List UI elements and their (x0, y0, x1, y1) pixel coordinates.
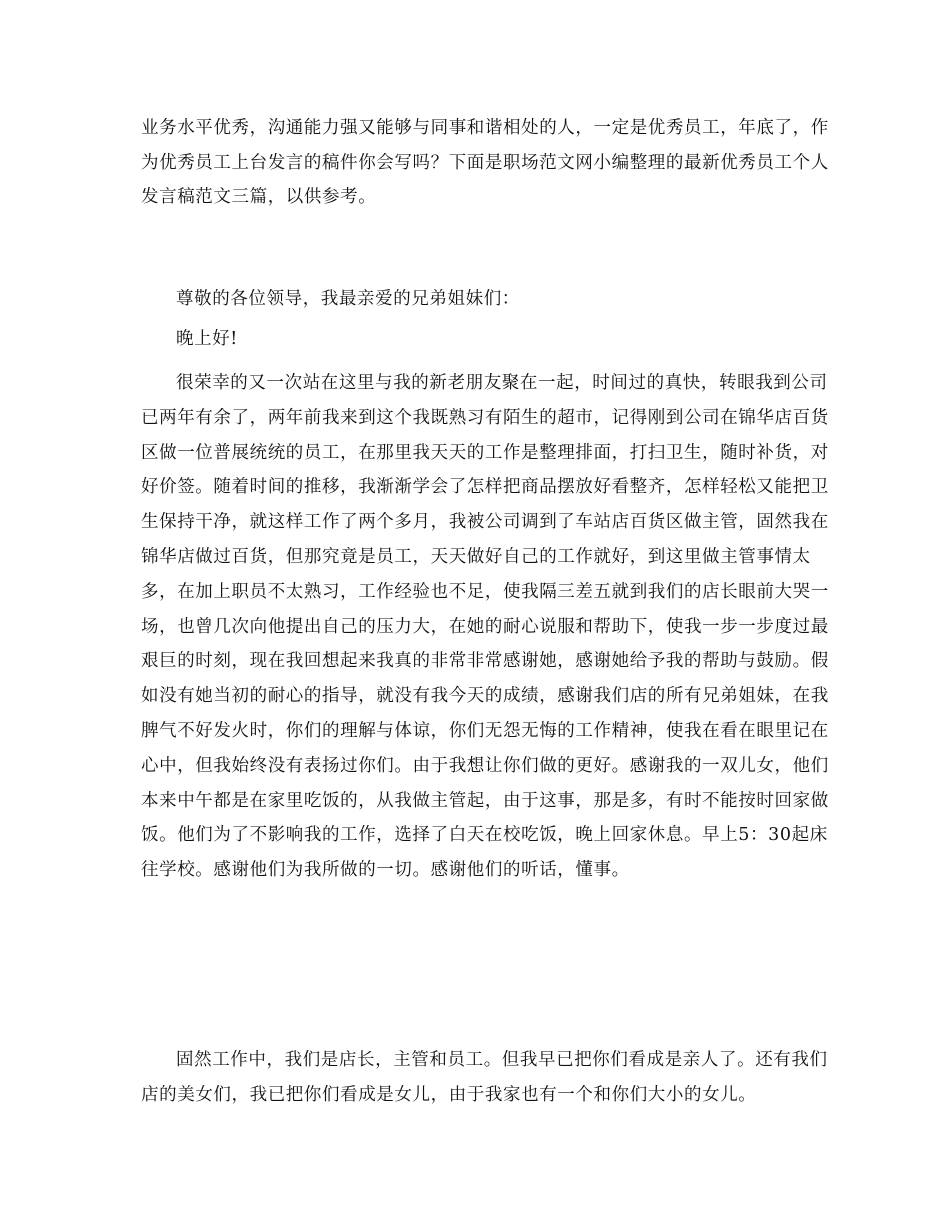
closing-paragraph: 固然工作中，我们是店长，主管和员工。但我早已把你们看成是亲人了。还有我们店的美女们，我已把你们看成是女儿，由于我家也有一个和你们大小的女儿。 (141, 1050, 828, 1105)
main-paragraph: 很荣幸的又一次站在这里与我的新老朋友聚在一起，时间过的真快，转眼我到公司已两年有余了，两年前我来到这个我既熟习有陌生的超市，记得刚到公司在锦华店百货区做一位普展统统的员工，在那里我天天的工作是整理排面，打扫卫生，随时补货，对好价签。随着时间的推移，我渐渐学会了怎样把商品摆放好看整齐，怎样轻松又能把卫生保持干净，就这样工作了两个多月，我被公司调到了车站店百货区做主管，固然我在锦华店做过百货，但那究竟是员工，天天做好自己的工作就好，到这里做主管事情太多，在加上职员不太熟习，工作经验也不足，使我隔三差五就到我们的店长眼前大哭一场，也曾几次向他提出自己的压力大，在她的耐心说服和帮助下，使我一步一步度过最艰巨的时刻，现在我回想起来我真的非常非常感谢她，感谢她给予我的帮助与鼓励。假如没有她当初的耐心的指导，就没有我今天的成绩，感谢我们店的所有兄弟姐妹，在我脾气不好发火时，你们的理解与体谅，你们无怨无悔的工作精神，使我在看在眼里记在心中，但我始终没有表扬过你们。由于我想让你们做的更好。感谢我的一双儿女，他们本来中午都是在家里吃饭的，从我做主管起，由于这事，那是多，有时不能按时回家做饭。他们为了不影响我的工作，选择了白天在校吃饭，晚上回家休息。早上5：30起床往学校。感谢他们为我所做的一切。感谢他们的听话，懂事。 (141, 373, 829, 881)
greeting-line: 尊敬的各位领导，我最亲爱的兄弟姐妹们： (176, 289, 520, 309)
evening-greeting: 晚上好! (176, 329, 238, 349)
intro-paragraph: 业务水平优秀，沟通能力强又能够与同事和谐相处的人，一定是优秀员工，年底了，作为优秀员工上台发言的稿件你会写吗？下面是职场范文网小编整理的最新优秀员工个人发言稿范文三篇，以供参考。 (141, 118, 829, 207)
